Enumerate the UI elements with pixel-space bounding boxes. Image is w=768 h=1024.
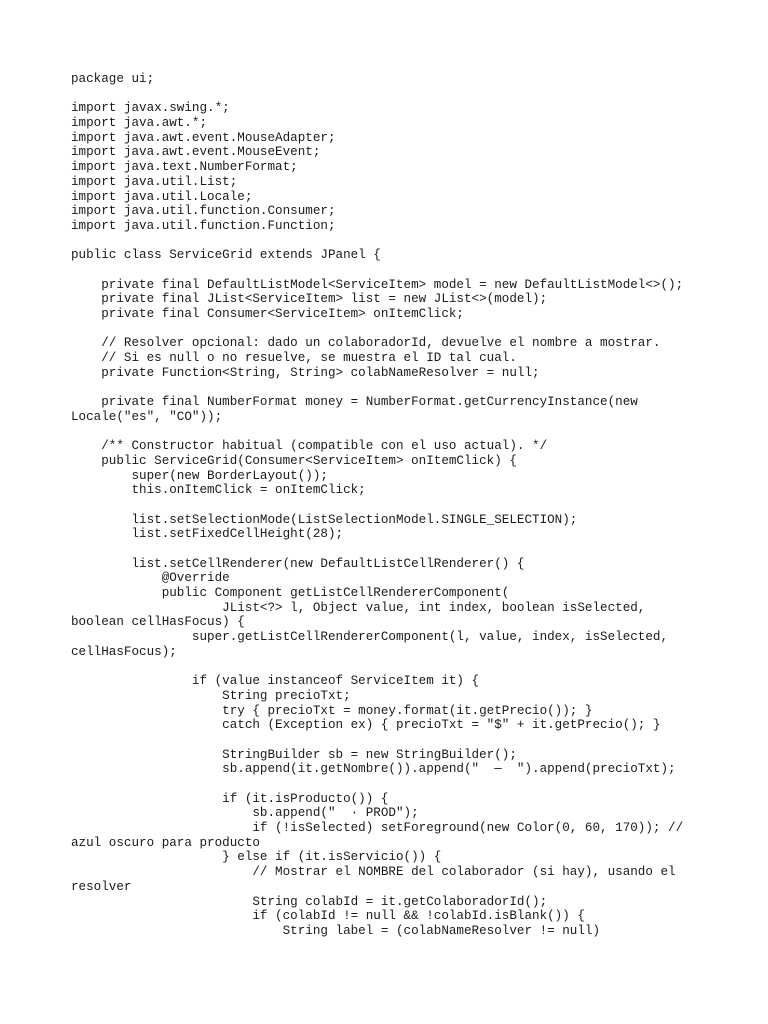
code-line: private final JList<ServiceItem> list = new JList<>(model); — [71, 292, 548, 307]
code-line: public ServiceGrid(Consumer<ServiceItem> onItemClick) { — [71, 453, 517, 468]
code-line: // Resolver opcional: dado un colaboradorId, devuelve el nombre a mostrar. — [71, 336, 661, 351]
code-line: package ui; — [71, 72, 155, 86]
code-line: import java.awt.event.MouseEvent; — [71, 145, 321, 160]
code-line: if (colabId != null && !colabId.isBlank()) { — [71, 909, 585, 924]
code-line: // Si es null o no resuelve, se muestra el ID tal cual. — [71, 351, 517, 366]
code-line — [71, 660, 711, 675]
code-line — [71, 322, 711, 337]
code-line: cellHasFocus); — [71, 644, 177, 659]
code-line: import java.text.NumberFormat; — [71, 160, 298, 175]
code-line: import javax.swing.*; — [71, 101, 230, 116]
code-line — [71, 498, 711, 513]
code-line: } else if (it.isServicio()) { — [71, 850, 442, 865]
code-line: import java.util.function.Consumer; — [71, 204, 336, 219]
code-line: this.onItemClick = onItemClick; — [71, 483, 366, 498]
code-line: @Override — [71, 571, 230, 586]
code-line: import java.util.Locale; — [71, 189, 253, 204]
code-line: try { precioTxt = money.format(it.getPrecio()); } — [71, 703, 593, 718]
code-listing — [71, 72, 711, 939]
code-line — [71, 425, 711, 440]
code-line: azul oscuro para producto — [71, 835, 260, 850]
code-line: String label = (colabNameResolver != null) — [71, 923, 601, 938]
code-line — [71, 542, 711, 557]
code-line: public Component getListCellRendererComponent( — [71, 586, 510, 601]
code-line: StringBuilder sb = new StringBuilder(); — [71, 747, 517, 762]
code-line: super(new BorderLayout()); — [71, 468, 328, 483]
code-line: if (value instanceof ServiceItem it) { — [71, 674, 480, 689]
code-line: Locale("es", "CO")); — [71, 409, 223, 424]
code-line — [71, 263, 711, 278]
code-line: public class ServiceGrid extends JPanel { — [71, 248, 381, 263]
code-line — [71, 234, 711, 249]
code-line: String precioTxt; — [71, 688, 351, 703]
code-line — [71, 380, 711, 395]
code-line: if (it.isProducto()) { — [71, 791, 389, 806]
code-line: list.setFixedCellHeight(28); — [71, 527, 344, 542]
code-line: sb.append(it.getNombre()).append(" — ").append(precioTxt); — [71, 762, 676, 777]
code-line: resolver — [71, 879, 132, 894]
code-line — [71, 733, 711, 748]
code-line: super.getListCellRendererComponent(l, value, index, isSelected, — [71, 630, 669, 645]
code-line: list.setCellRenderer(new DefaultListCellRenderer() { — [71, 556, 525, 571]
code-line: private final DefaultListModel<ServiceItem> model = new DefaultListModel<>(); — [71, 277, 684, 292]
code-line — [71, 87, 711, 102]
code-line: private final NumberFormat money = NumberFormat.getCurrencyInstance(new — [71, 395, 638, 410]
code-line: // Mostrar el NOMBRE del colaborador (si hay), usando el — [71, 865, 676, 880]
code-line: catch (Exception ex) { precioTxt = "$" + it.getPrecio(); } — [71, 718, 661, 733]
code-line: String colabId = it.getColaboradorId(); — [71, 894, 548, 909]
code-line: import java.awt.*; — [71, 116, 208, 131]
code-line: JList<?> l, Object value, int index, boolean isSelected, — [71, 600, 646, 615]
code-line: list.setSelectionMode(ListSelectionModel.SINGLE_SELECTION); — [71, 512, 578, 527]
code-line: sb.append(" · PROD"); — [71, 806, 419, 821]
code-line: private final Consumer<ServiceItem> onItemClick; — [71, 307, 464, 321]
code-line: if (!isSelected) setForeground(new Color(0, 60, 170)); // — [71, 821, 684, 836]
code-line: private Function<String, String> colabNameResolver = null; — [71, 365, 540, 380]
code-line — [71, 777, 711, 792]
code-line: import java.util.List; — [71, 174, 238, 189]
code-line: import java.util.function.Function; — [71, 218, 336, 233]
code-line: import java.awt.event.MouseAdapter; — [71, 130, 336, 145]
code-line: boolean cellHasFocus) { — [71, 615, 245, 630]
code-line: /** Constructor habitual (compatible con el uso actual). */ — [71, 439, 548, 454]
